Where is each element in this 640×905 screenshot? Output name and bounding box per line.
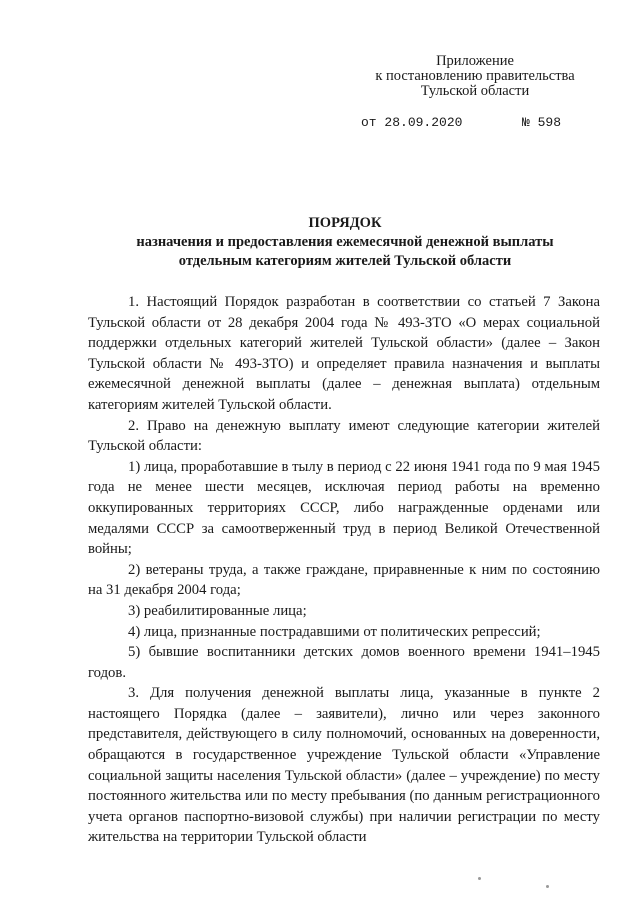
scan-speck <box>546 885 549 888</box>
list-item-5: 5) бывшие воспитанники детских домов военного времени 1941–1945 годов. <box>88 644 600 681</box>
document-body <box>88 292 600 848</box>
number-prefix: № <box>522 115 530 130</box>
decree-number <box>522 115 561 131</box>
header-line-3: Тульской области <box>420 83 530 99</box>
number-value: 598 <box>537 115 562 130</box>
date-prefix: от <box>361 115 377 130</box>
paragraph-3: 3. Для получения денежной выплаты лица, указанные в пункте 2 настоящего Порядка (далее – заявители), лично или через законного представителя, действующего в силу полномочий, основанных на доверенности, обращаются в государственное учреждение Тульской области «Управление социальной защиты населения Тульской области» (далее – учреждение) по месту постоянного жительства или по месту пребывания (по данным регистрационного учета органов паспортно-визовой службы) при наличии регистрации по месту жительства на территории Тульской области <box>88 685 600 846</box>
document-title <box>90 214 600 271</box>
decree-date: 28.09.2020 <box>384 115 463 130</box>
list-item-4: 4) лица, признанные пострадавшими от политических репрессий; <box>128 623 541 640</box>
approval-header <box>360 54 590 99</box>
header-line-2: к постановлению правительства <box>375 68 575 84</box>
title-line-1: назначения и предоставления ежемесячной денежной выплаты <box>136 234 554 250</box>
scan-speck <box>478 877 481 880</box>
header-line-1: Приложение <box>436 53 514 69</box>
list-item-3: 3) реабилитированные лица; <box>128 602 307 619</box>
paragraph-1: 1. Настоящий Порядок разработан в соответствии со статьей 7 Закона Тульской области от 28 декабря 2004 года № 493-ЗТО «О мерах социальной поддержки отдельных категорий жителей Тульской области» (далее – Закон Тульской области № 493-ЗТО) и определяет правила назначения и выплаты ежемесячной денежной выплаты (далее – денежная выплата) отдельным категориям жителей Тульской области. <box>88 294 600 413</box>
title-line-2: отдельным категориям жителей Тульской области <box>178 253 512 269</box>
paragraph-2: 2. Право на денежную выплату имеют следующие категории жителей Тульской области: <box>88 417 600 455</box>
list-item-2: 2) ветераны труда, а также граждане, приравненные к ним по состоянию на 31 декабря 2004 года; <box>88 561 600 599</box>
decree-dateline <box>361 115 601 131</box>
list-item-1: 1) лица, проработавшие в тылу в период с 22 июня 1941 года по 9 мая 1945 года не менее шести месяцев, исключая период работы на временно оккупированных территориях СССР, либо награжденные орденами или медалями СССР за самоотверженный труд в период Великой Отечественной войны; <box>88 458 600 558</box>
title-heading: ПОРЯДОК <box>308 215 382 231</box>
